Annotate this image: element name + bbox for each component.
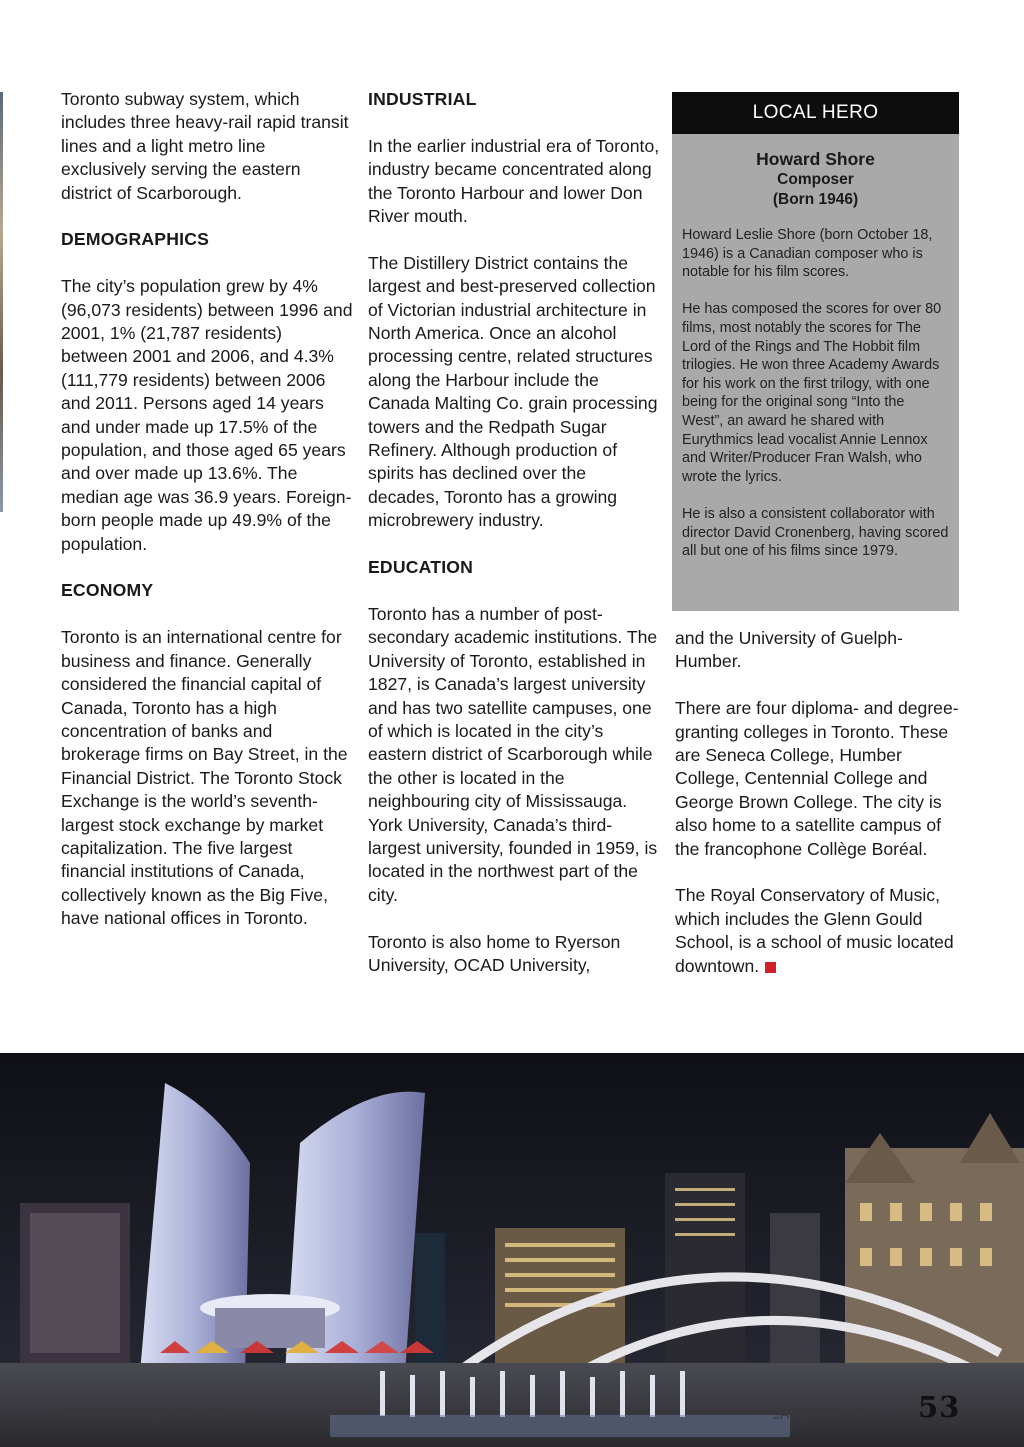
sidebar-paragraph-1: Howard Leslie Shore (born October 18, 1946) is a Canadian composer who is notable for his film scores. (682, 227, 933, 281)
education-paragraph-1: Toronto has a number of post-secondary academic institutions. The University of Toronto, established in 1827, is Canada’s largest university and has two satellite campuses, one of which is located in the city’s eastern district of Scarborough while the other is located in the neighbouring city of Mississauga. York University, Canada’s third-largest university, founded in 1959, is located in the northwest part of the city. (368, 603, 658, 905)
conservatory-paragraph (675, 884, 965, 978)
article-column-2 (368, 88, 660, 1001)
economy-heading: ECONOMY (61, 580, 154, 601)
industrial-heading: INDUSTRIAL (368, 89, 477, 109)
toronto-city-hall-night-photo (0, 1053, 1024, 1447)
sidebar-paragraph-2: He has composed the scores for over 80 films, most notably the scores for The Lord of the Rings and The Hobbit film trilogies. He won three Academy Awards for his work on the first trilogy, with one being for the original song “Into the West”, an award he shared with Eurythmics lead vocalist Annie Lennox and Writer/Producer Fran Walsh, who wrote the lyrics. (682, 301, 942, 485)
previous-photo-edge (0, 92, 3, 512)
education-heading: EDUCATION (368, 557, 474, 578)
subway-paragraph: Toronto subway system, which includes three heavy-rail rapid transit lines and a light metro line exclusively serving the eastern district of Scarborough. (61, 89, 349, 203)
demographics-paragraph: The city’s population grew by 4% (96,073 residents) between 1996 and 2001, 1% (21,787 residents) between 2001 and 2006, and 4.3% (111,779 residents) between 2006 and 2011. Persons aged 14 years and under made up 17.5% of the population, and those aged 65 years and over made up 13.6%. The median age was 36.9 years. Foreign-born people made up 49.9% of the population. (61, 276, 353, 554)
hero-born: (Born 1946) (772, 191, 859, 208)
sidebar-body (672, 210, 959, 561)
colleges-paragraph: There are four diploma- and degree-granting colleges in Toronto. These are Seneca College, Humber College, Centennial College and George Brown College. The city is also home to a satellite campus of the francophone Collège Boréal. (675, 698, 959, 859)
footer-issue-date: JANUARY 2017 (773, 1406, 873, 1422)
hero-name: Howard Shore (756, 149, 875, 169)
conservatory-text: The Royal Conservatory of Music, which includes the Glenn Gould School, is a school of music located downtown. (675, 885, 954, 976)
demographics-heading: DEMOGRAPHICS (61, 229, 210, 250)
economy-paragraph: Toronto is an international centre for business and finance. Generally considered the financial capital of Canada, Toronto has a high concentration of banks and brokerage firms on Bay Street, in the Financial District. The Toronto Stock Exchange is the world’s seventh-largest stock exchange by market capitalization. The five largest financial institutions of Canada, collectively known as the Big Five, have national offices in Toronto. (61, 627, 348, 929)
footer-website-url[interactable]: www.adionamagazine.co.uk (61, 1407, 229, 1422)
page-number: 53 (918, 1390, 961, 1424)
guelph-paragraph: and the University of Guelph-Humber. (675, 628, 903, 672)
city-hall-illustration (0, 1053, 1024, 1447)
education-paragraph-2: Toronto is also home to Ryerson University, OCAD University, (368, 931, 621, 975)
reflecting-pool (330, 1415, 790, 1437)
article-column-1 (61, 88, 353, 954)
end-of-article-mark (765, 962, 776, 973)
industrial-paragraph-1: In the earlier industrial era of Toronto, industry became concentrated along the Toronto Harbour and lower Don River mouth. (368, 135, 660, 227)
hero-role: Composer (777, 171, 854, 188)
article-column-3 (675, 627, 965, 1001)
sidebar-paragraph-3: He is also a consistent collaborator with director David Cronenberg, having scored all but one of his films since 1979. (682, 505, 949, 560)
industrial-paragraph-2: The Distillery District contains the largest and best-preserved collection of Victorian industrial architecture in North America. Once an alcohol processing centre, related structures along the Harbour include the Canada Malting Co. grain processing towers and the Redpath Sugar Refinery. Although production of spirits has declined over the decades, Toronto has a growing microbrewery industry. (368, 252, 658, 531)
local-hero-sidebar (672, 92, 959, 611)
sidebar-header: LOCAL HERO (672, 92, 959, 134)
